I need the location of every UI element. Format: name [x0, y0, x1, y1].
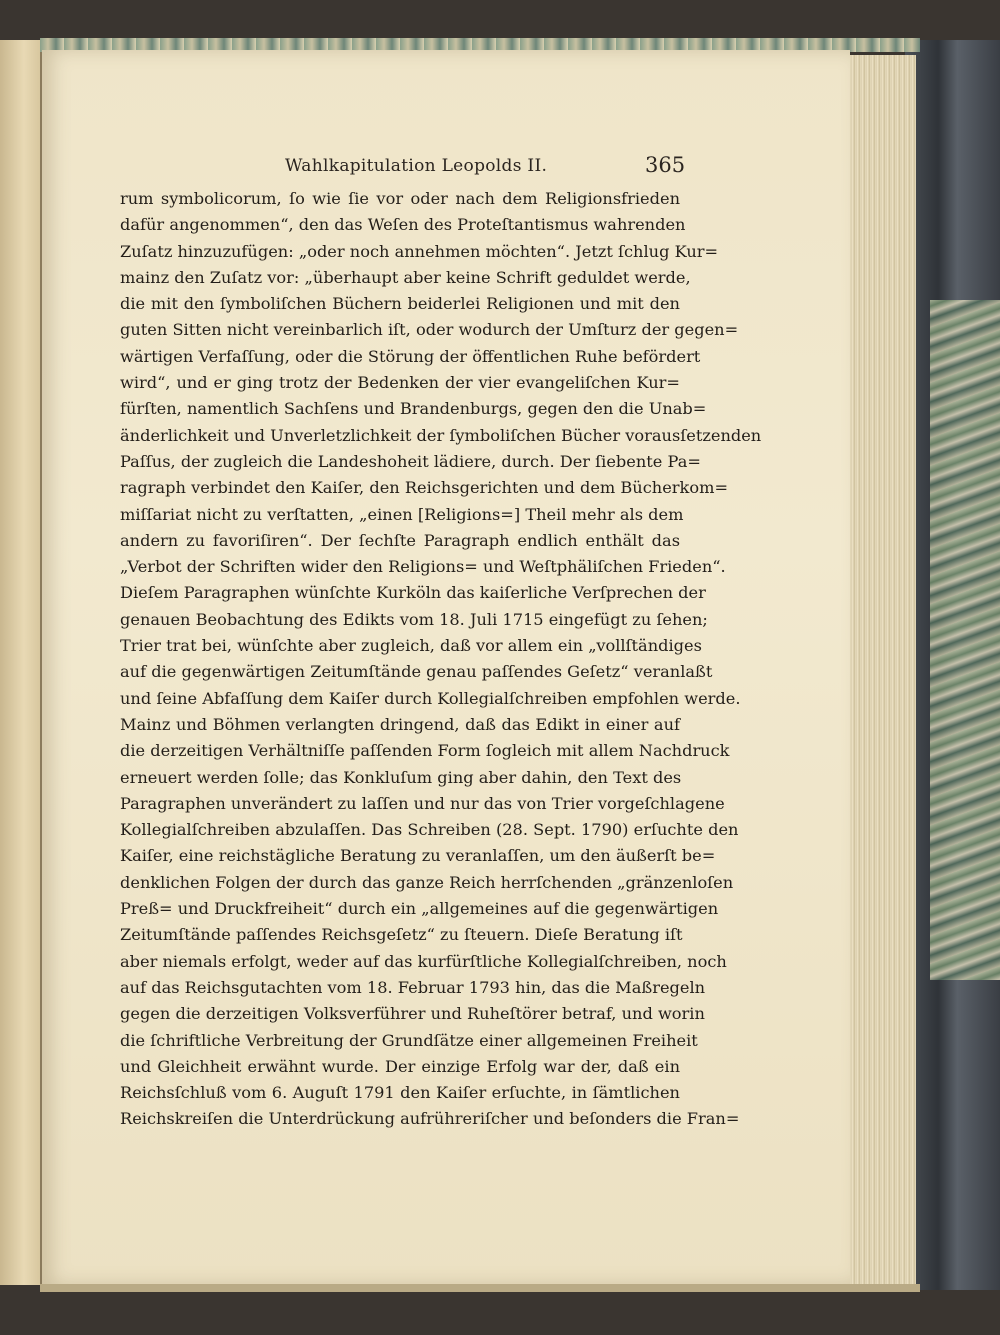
- text-line: Reichsſchluß vom 6. Auguſt 1791 den Kaiſer erſuchte, in ſämtlichen: [120, 1083, 680, 1103]
- text-line: miſſariat nicht zu verſtatten, „einen [Religions=] Theil mehr als dem: [120, 504, 684, 524]
- text-line: rum symbolicorum, ſo wie ſie vor oder nach dem Religionsfrieden: [120, 189, 680, 208]
- text-line: Dieſem Paragraphen wünſchte Kurköln das kaiſerliche Verſprechen der: [120, 583, 706, 603]
- text-line: erneuert werden ſolle; das Konkluſum ging aber dahin, den Text des: [120, 767, 682, 787]
- text-line: Paſſus, der zugleich die Landeshoheit lädiere, durch. Der ſiebente Pa=: [120, 451, 701, 471]
- text-line: gegen die derzeitigen Volksverführer und Ruheſtörer betraf, und worin: [120, 1004, 705, 1024]
- text-line: mainz den Zuſatz vor: „überhaupt aber keine Schrift geduldet werde,: [120, 267, 691, 287]
- text-line: ragraph verbindet den Kaiſer, den Reichsgerichten und dem Bücherkom=: [120, 478, 729, 498]
- text-line: genauen Beobachtung des Edikts vom 18. Juli 1715 eingefügt zu ſehen;: [120, 609, 708, 629]
- text-line: und ſeine Abfaſſung dem Kaiſer durch Kollegialſchreiben empfohlen werde.: [120, 688, 741, 708]
- text-line: änderlichkeit und Unverletzlichkeit der ſymboliſchen Bücher vorausſetzenden: [120, 425, 762, 445]
- text-line: Kollegialſchreiben abzulaſſen. Das Schreiben (28. Sept. 1790) erſuchte den: [120, 820, 739, 840]
- text-line: auf die gegenwärtigen Zeitumſtände genau paſſendes Geſetz“ veranlaßt: [120, 662, 713, 682]
- text-line: Paragraphen unverändert zu laſſen und nur das von Trier vorgeſchlagene: [120, 793, 725, 813]
- text-line: fürſten, namentlich Sachſens und Brandenburgs, gegen den die Unab=: [120, 399, 707, 419]
- body-text: [120, 186, 762, 1133]
- page-bottom-edge: [40, 1284, 920, 1292]
- page-block-edge: [845, 55, 916, 1285]
- text-line: andern zu favoriſiren“. Der ſechſte Paragraph endlich enthält das: [120, 530, 680, 550]
- text-line: Preß= und Druckfreiheit“ durch ein „allgemeines auf die gegenwärtigen: [120, 899, 719, 919]
- text-line: wird“, und er ging trotz der Bedenken der vier evangeliſchen Kur=: [120, 373, 680, 393]
- text-line: Zeitumſtände paſſendes Reichsgeſetz“ zu ſteuern. Dieſe Beratung iſt: [120, 925, 683, 945]
- text-line: guten Sitten nicht vereinbarlich iſt, oder wodurch der Umſturz der gegen=: [120, 320, 739, 340]
- text-line: die mit den ſymboliſchen Büchern beiderlei Religionen und mit den: [120, 294, 680, 314]
- text-line: Zuſatz hinzuzufügen: „oder noch annehmen möchten“. Jetzt ſchlug Kur=: [120, 241, 719, 261]
- text-line: die ſchriftliche Verbreitung der Grundſätze einer allgemeinen Freiheit: [120, 1030, 698, 1050]
- text-line: Kaiſer, eine reichstägliche Beratung zu veranlaſſen, um den äußerſt be=: [120, 846, 716, 866]
- cover-marbling: [930, 300, 1000, 980]
- text-line: denklichen Folgen der durch das ganze Reich herrſchenden „gränzenloſen: [120, 872, 734, 892]
- text-line: die derzeitigen Verhältniſſe paſſenden Form ſogleich mit allem Nachdruck: [120, 741, 730, 761]
- page-number: 365: [645, 153, 686, 177]
- running-head: Wahlkapitulation Leopolds II.: [285, 156, 548, 176]
- text-line: dafür angenommen“, den das Weſen des Proteſtantismus wahrenden: [120, 215, 686, 235]
- text-line: Mainz und Böhmen verlangten dringend, daß das Edikt in einer auf: [120, 714, 680, 734]
- text-line: „Verbot der Schriften wider den Religions= und Weſtphäliſchen Frieden“.: [120, 557, 726, 577]
- text-line: aber niemals erfolgt, weder auf das kurfürſtliche Kollegialſchreiben, noch: [120, 951, 727, 971]
- text-line: und Gleichheit erwähnt wurde. Der einzige Erfolg war der, daß ein: [120, 1056, 680, 1076]
- text-line: auf das Reichsgutachten vom 18. Februar 1793 hin, das die Maßregeln: [120, 977, 706, 997]
- text-line: Trier trat bei, wünſchte aber zugleich, daß vor allem ein „vollſtändiges: [120, 636, 702, 656]
- text-line: wärtigen Verfaſſung, oder die Störung der öffentlichen Ruhe befördert: [120, 346, 701, 366]
- text-line: Reichskreiſen die Unterdrückung aufrühreriſcher und beſonders die Fran=: [120, 1109, 740, 1129]
- facing-page-edge: [0, 40, 42, 1285]
